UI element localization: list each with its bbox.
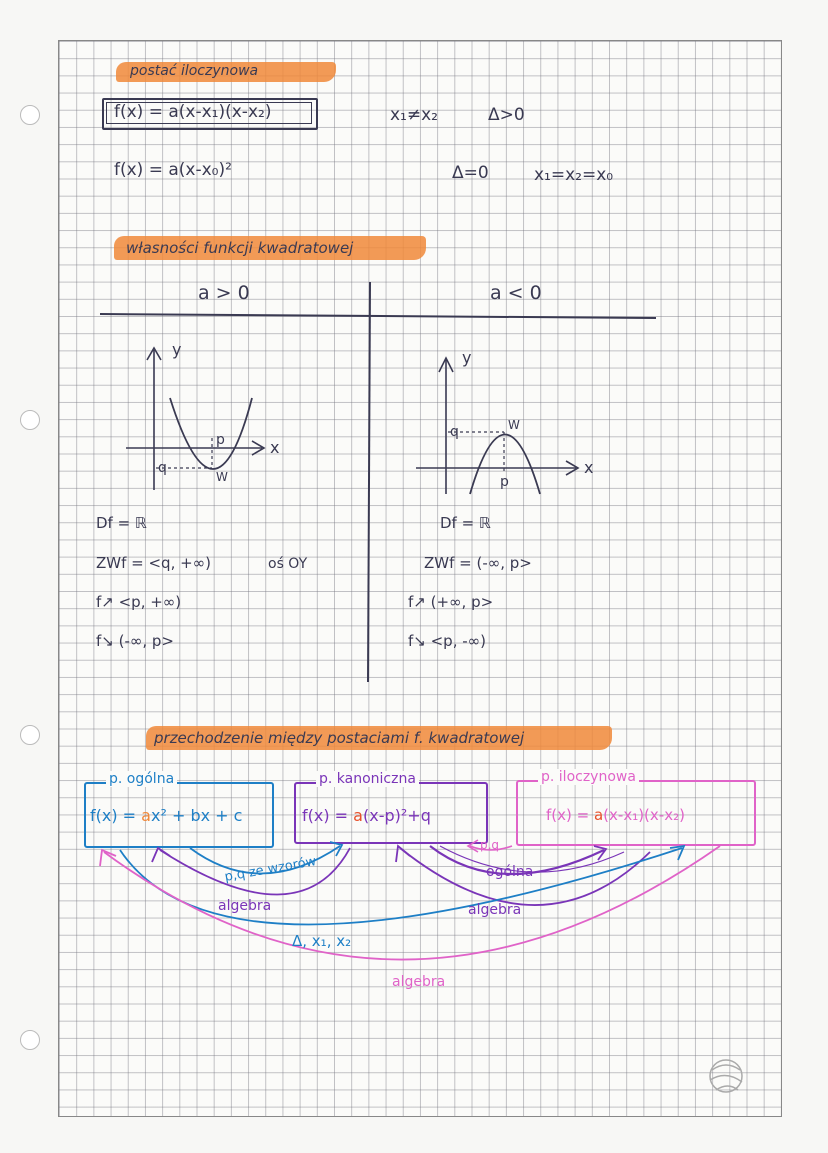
product-form-title: p. iloczynowa: [538, 769, 639, 785]
section-heading-transitions: przechodzenie między postaciami f. kwadratowej: [154, 729, 525, 747]
left-column-header: a > 0: [198, 282, 250, 304]
section-heading-properties: własności funkcji kwadratowej: [126, 239, 354, 257]
canonical-formula-prefix: f(x) =: [302, 806, 354, 825]
arrow-label-pq-formulas: p,q ze wzorów: [223, 854, 318, 885]
canonical-form-title: p. kanoniczna: [316, 771, 419, 787]
left-axis-x-label: x: [270, 438, 280, 457]
arrow-label-algebra-2: algebra: [468, 902, 522, 918]
left-decreasing: f↘ (-∞, p>: [96, 632, 175, 650]
right-vertex-p-label: p: [500, 474, 509, 490]
right-axis-y-label: y: [462, 348, 472, 367]
product-formula-rest: (x-x₁)(x-x₂): [603, 806, 685, 824]
roots-equal-condition: x₁=x₂=x₀: [534, 165, 614, 185]
roots-distinct-condition: x₁≠x₂: [390, 105, 438, 125]
canonical-coefficient-a: a: [353, 806, 363, 825]
left-domain: Df = ℝ: [96, 514, 147, 532]
arrow-label-algebra-1: algebra: [218, 898, 272, 914]
general-coefficient-a: a: [141, 806, 151, 825]
right-increasing: f↗ (+∞, p>: [408, 593, 494, 611]
general-formula-prefix: f(x) =: [90, 806, 142, 825]
left-range: ZWf = <q, +∞): [96, 554, 212, 572]
section-heading-product-form: postać iloczynowa: [130, 63, 259, 79]
left-vertex-w-label: W: [216, 470, 228, 484]
arrow-label-general: ogólna: [486, 864, 534, 880]
delta-zero-condition: Δ=0: [452, 163, 489, 183]
left-vertex-q-label: q: [158, 460, 167, 476]
right-vertex-q-label: q: [450, 424, 459, 440]
general-form-title: p. ogólna: [106, 771, 177, 787]
left-increasing: f↗ <p, +∞): [96, 593, 182, 611]
left-range-note: oś OY: [268, 556, 308, 572]
arrow-label-pq: p,q: [480, 838, 500, 852]
right-decreasing: f↘ <p, -∞): [408, 632, 487, 650]
general-formula-rest: x² + bx + c: [150, 806, 243, 825]
right-axis-x-label: x: [584, 458, 594, 477]
right-domain: Df = ℝ: [440, 514, 491, 532]
canonical-formula-rest: (x-p)²+q: [362, 806, 431, 825]
left-vertex-p-label: p: [216, 432, 225, 448]
right-column-header: a < 0: [490, 282, 542, 304]
left-axis-y-label: y: [172, 340, 182, 359]
delta-positive-condition: Δ>0: [488, 105, 525, 125]
right-range: ZWf = (-∞, p>: [424, 554, 532, 572]
arrow-label-algebra-3: algebra: [392, 974, 446, 990]
product-coefficient-a: a: [593, 806, 604, 824]
product-formula-prefix: f(x) =: [546, 806, 594, 824]
arrow-label-delta-roots: Δ, x₁, x₂: [292, 932, 352, 950]
product-formula: f(x) = a(x-x₁)(x-x₂): [114, 102, 272, 122]
right-vertex-w-label: W: [508, 418, 520, 432]
double-root-formula: f(x) = a(x-x₀)²: [114, 160, 232, 180]
